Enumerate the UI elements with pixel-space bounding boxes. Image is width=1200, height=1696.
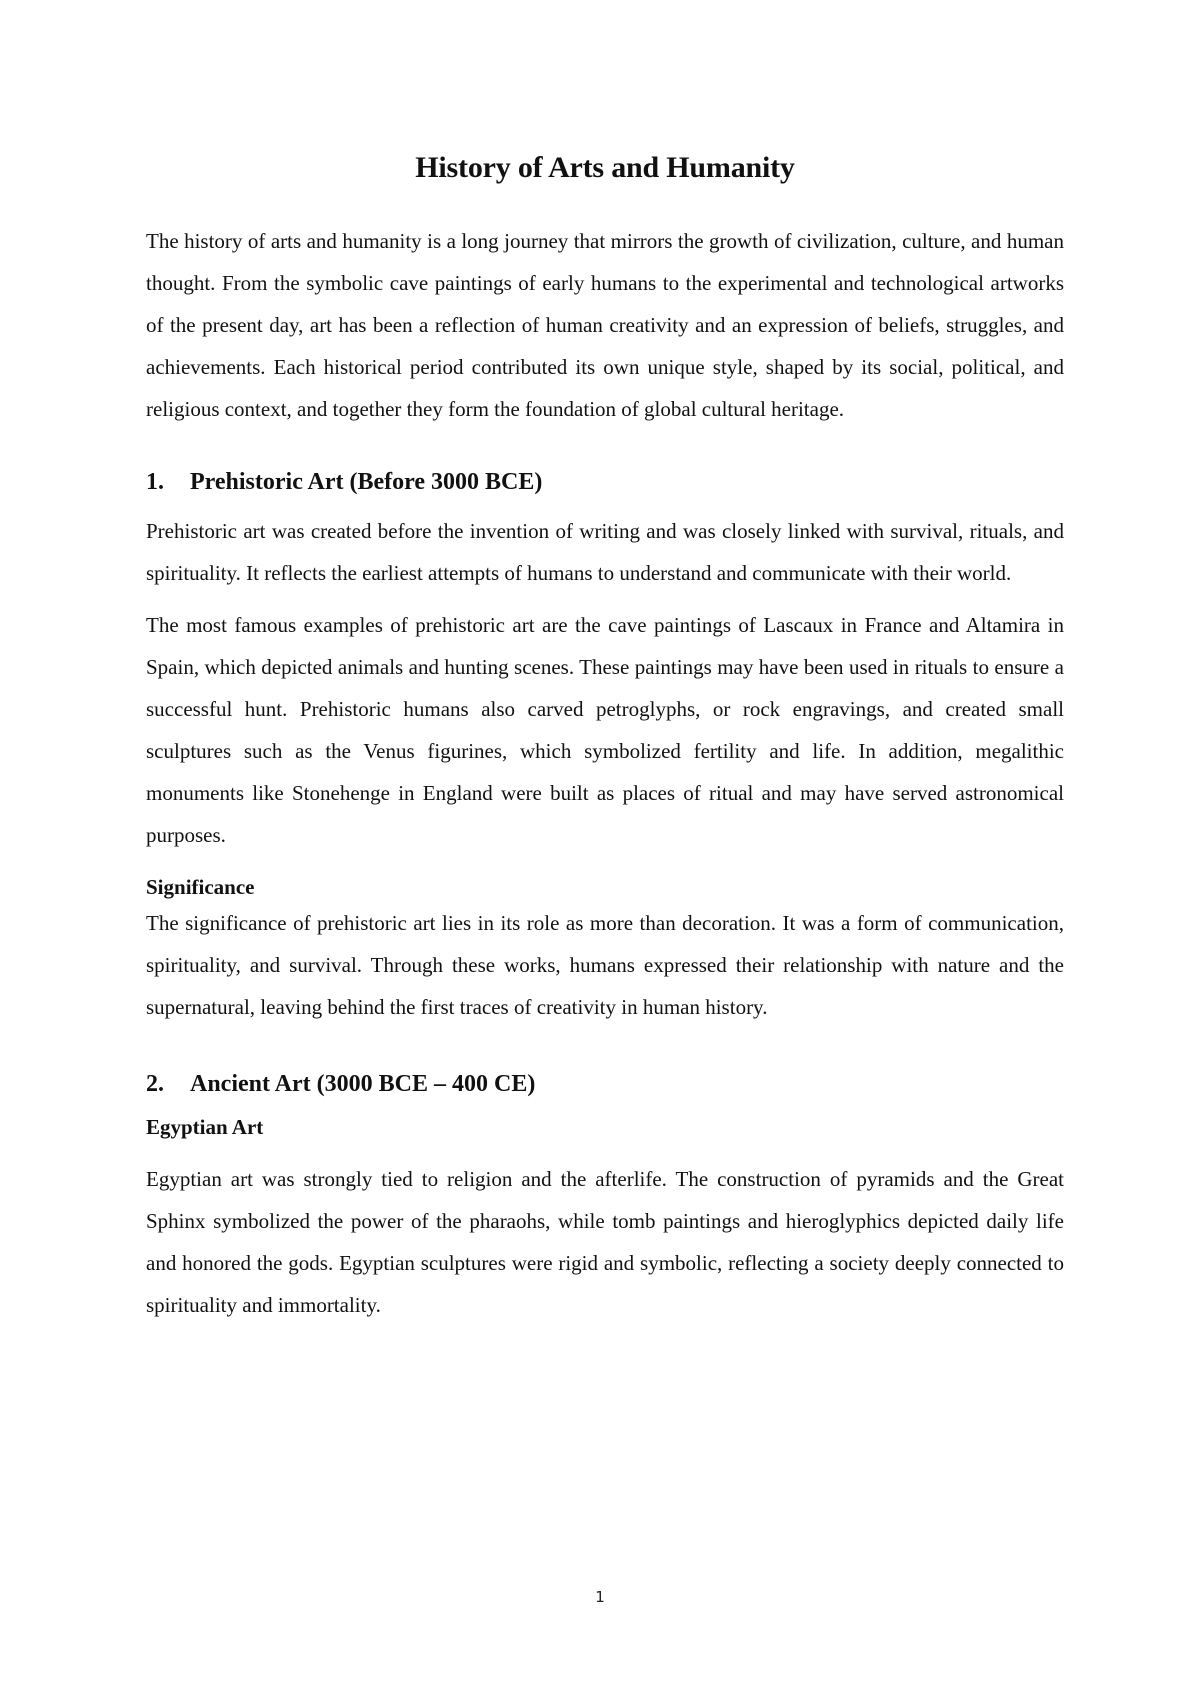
significance-paragraph: The significance of prehistoric art lies in its role as more than decoration. It was a form of communication, spirituality, and survival. Through these works, humans expressed their relationship with nature and the supernatural, leaving behind the first traces of creativity in human history. bbox=[146, 911, 1064, 1019]
intro-paragraph: The history of arts and humanity is a long journey that mirrors the growth of civilization, culture, and human thought. From the symbolic cave paintings of early humans to the experimental and technological artworks of the present day, art has been a reflection of human creativity and an expression of beliefs, struggles, and achievements. Each historical period contributed its own unique style, shaped by its social, political, and religious context, and together they form the foundation of global cultural heritage. bbox=[146, 229, 1064, 421]
document-title: History of Arts and Humanity bbox=[415, 151, 795, 184]
document-body bbox=[146, 140, 1064, 1326]
subheading-significance: Significance bbox=[146, 875, 255, 899]
section-number: 1. bbox=[146, 469, 164, 495]
subheading-egyptian-art: Egyptian Art bbox=[146, 1115, 264, 1139]
section-heading-ancient bbox=[146, 1064, 1064, 1104]
section-title: Ancient Art (3000 BCE – 400 CE) bbox=[190, 1071, 536, 1097]
section-title: Prehistoric Art (Before 3000 BCE) bbox=[190, 469, 543, 495]
section-number: 2. bbox=[146, 1071, 164, 1097]
page-number: 1 bbox=[595, 1588, 605, 1606]
prehistoric-paragraph-1: Prehistoric art was created before the invention of writing and was closely linked with survival, rituals, and spirituality. It reflects the earliest attempts of humans to understand and communicate with their world. bbox=[146, 519, 1064, 585]
egyptian-art-paragraph: Egyptian art was strongly tied to religion and the afterlife. The construction of pyramids and the Great Sphinx symbolized the power of the pharaohs, while tomb paintings and hieroglyphics depicted daily life and honored the gods. Egyptian sculptures were rigid and symbolic, reflecting a society deeply connected to spirituality and immortality. bbox=[146, 1167, 1064, 1317]
section-heading-prehistoric bbox=[146, 462, 1064, 502]
prehistoric-paragraph-2: The most famous examples of prehistoric art are the cave paintings of Lascaux in France and Altamira in Spain, which depicted animals and hunting scenes. These paintings may have been used in rituals to ensure a successful hunt. Prehistoric humans also carved petroglyphs, or rock engravings, and created small sculptures such as the Venus figurines, which symbolized fertility and life. In addition, megalithic monuments like Stonehenge in England were built as places of ritual and may have served astronomical purposes. bbox=[146, 613, 1064, 847]
